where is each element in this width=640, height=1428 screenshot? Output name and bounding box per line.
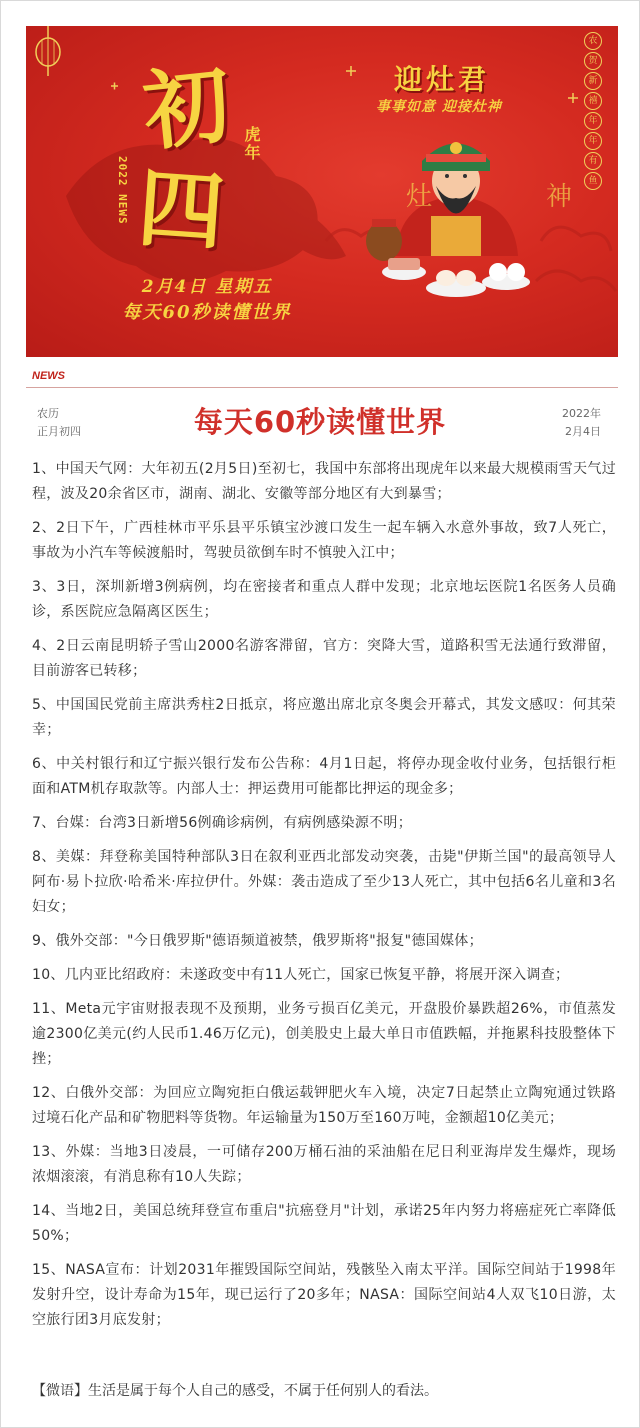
banner-ying-title: 迎灶君	[394, 63, 491, 96]
news-list	[32, 457, 616, 1342]
banner-day-char-2: 四	[134, 157, 228, 264]
banner-zao-char: 灶	[406, 182, 433, 212]
greeting-seal: 贺	[584, 52, 602, 70]
greeting-seal: 年	[584, 132, 602, 150]
news-item-1: 1、中国天气网：大年初五(2月5日)至初七，我国中东部将出现虎年以来最大规模雨雪天气过程，波及20余省区市，湖南、湖北、安徽等部分地区有大到暴雪；	[32, 461, 616, 502]
page-title: 每天60秒读懂世界	[193, 405, 447, 439]
news-item-9: 9、俄外交部："今日俄罗斯"德语频道被禁，俄罗斯将"报复"德国媒体；	[32, 933, 483, 949]
month-day-label: 2月4日	[565, 425, 601, 438]
news-item-4: 4、2日云南昆明轿子雪山2000名游客滞留，官方：突降大雪，道路积雪无法通行致滞留，目前游客已转移；	[32, 638, 616, 679]
kitchen-god-illustration	[366, 142, 530, 297]
banner-shen-char: 神	[546, 182, 573, 212]
banner-date-line: 2月4日 星期五	[141, 277, 273, 297]
greeting-seal: 鱼	[584, 172, 602, 190]
news-item-6: 6、中关村银行和辽宁振兴银行发布公告称：4月1日起，将停办现金收付业务，包括银行柜面和ATM机存取款等。内部人士：押运费用可能都比押运的现金多；	[32, 756, 616, 797]
greeting-seal: 禧	[584, 92, 602, 110]
news-item-12: 12、白俄外交部：为回应立陶宛拒白俄运载钾肥火车入境，决定7日起禁止立陶宛通过铁路过境石化产品和矿物肥料等货物。年运输量为150万至160万吨，金额超10亿美元；	[32, 1085, 616, 1126]
news-item-7: 7、台媒：台湾3日新增56例确诊病例，有病例感染源不明；	[32, 815, 413, 831]
greeting-seal: 新	[584, 72, 602, 90]
lunar-label: 农历	[37, 407, 59, 420]
daily-quote: 【微语】生活是属于每个人自己的感受，不属于任何别人的看法。	[32, 1383, 438, 1399]
news-label: NEWS	[32, 370, 65, 382]
news-item-13: 13、外媒：当地3日凌晨，一可储存200万桶石油的采油船在尼日利亚海岸发生爆炸，现场浓烟滚滚，有消息称有10人失踪；	[32, 1144, 616, 1185]
banner-tiger-year: 虎年	[242, 126, 261, 162]
news-item-11: 11、Meta元宇宙财报表现不及预期，业务亏损百亿美元，开盘股价暴跌超26%，市值蒸发逾2300亿美元(约人民币1.46万亿元)，创美股史上最大单日市值跌幅，并拖累科技股整体下挫；	[32, 1001, 616, 1067]
news-item-15: 15、NASA宣布：计划2031年摧毁国际空间站，残骸坠入南太平洋。国际空间站于1998年发射升空，设计寿命为15年，现已运行了20多年；NASA：国际空间站4人双飞10日游，太空旅行团3月底发射；	[32, 1262, 616, 1328]
news-item-3: 3、3日，深圳新增3例病例，均在密接者和重点人群中发现；北京地坛医院1名医务人员确诊，系医院应急隔离区医生；	[32, 579, 616, 620]
year-label: 2022年	[562, 407, 601, 420]
banner-day-char-1: 初	[138, 53, 235, 164]
greeting-seal: 农	[584, 32, 602, 50]
news-divider	[26, 387, 618, 388]
greeting-seal: 年	[584, 112, 602, 130]
greeting-seal: 有	[584, 152, 602, 170]
news-item-10: 10、几内亚比绍政府：未遂政变中有11人死亡，国家已恢复平静，将展开深入调查；	[32, 967, 570, 983]
banner-slogan: 每天60秒读懂世界	[122, 302, 292, 323]
lunar-date: 正月初四	[37, 425, 81, 438]
banner-greeting-seals	[584, 32, 602, 190]
news-item-5: 5、中国国民党前主席洪秀柱2日抵京，将应邀出席北京冬奥会开幕式，其发文感叹：何其荣幸；	[32, 697, 616, 738]
banner-year-vertical: 2022 NEWS	[116, 156, 129, 225]
news-item-14: 14、当地2日，美国总统拜登宣布重启"抗癌登月"计划，承诺25年内努力将癌症死亡率降低50%；	[32, 1203, 616, 1244]
header-banner	[26, 26, 618, 357]
news-item-2: 2、2日下午，广西桂林市平乐县平乐镇宝沙渡口发生一起车辆入水意外事故，致7人死亡，事故为小汽车等候渡船时，驾驶员欲倒车时不慎驶入江中；	[32, 520, 616, 561]
banner-ying-subtitle: 事事如意 迎接灶神	[376, 99, 502, 115]
news-item-8: 8、美媒：拜登称美国特种部队3日在叙利亚西北部发动突袭，击毙"伊斯兰国"的最高领导人阿布·易卜拉欣·哈希米·库拉伊什。外媒：袭击造成了至少13人死亡，其中包括6名儿童和3名妇女；	[32, 849, 616, 915]
lantern-icon	[36, 26, 60, 76]
